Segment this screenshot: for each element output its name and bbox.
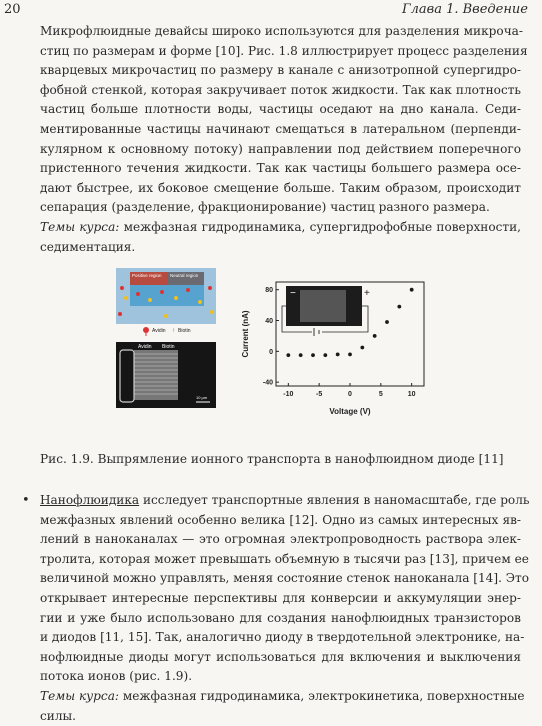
- y-axis-label: Current (nA): [241, 310, 250, 358]
- ion-dot: [174, 296, 178, 300]
- text-line: сепарация (разделение, фракционирование) частиц разного размера.: [40, 200, 490, 215]
- text-line: кулярном к основному потоку) направлении под действием поперечного: [40, 141, 521, 156]
- nanochannel-array: [134, 350, 178, 400]
- data-point: [360, 346, 364, 350]
- data-point: [323, 353, 327, 357]
- x-tick-label: 10: [407, 391, 416, 398]
- x-tick-label: -10: [283, 391, 294, 398]
- figure-1-9: [116, 268, 436, 418]
- y-tick-label: 40: [265, 318, 273, 326]
- data-point: [299, 353, 303, 357]
- text-line: потока ионов (рис. 1.9).: [40, 669, 193, 684]
- ion-dot: [208, 286, 212, 290]
- text-line: величиной можно управлять, меняя состояние стенок наноканала [14]. Это: [40, 571, 529, 586]
- biotin-legend-icon: ↑: [172, 328, 175, 334]
- paragraph-nanofluidics: [40, 491, 530, 687]
- data-point: [385, 320, 389, 324]
- iv-chart: [241, 282, 424, 416]
- biotin-legend-label: Biotin: [178, 328, 191, 334]
- ion-dot: [160, 290, 164, 294]
- ion-dot: [164, 314, 168, 318]
- figure-svg: [116, 268, 436, 418]
- chapter-title: Глава 1. Введение: [402, 2, 528, 17]
- page-header: [4, 2, 528, 20]
- text-line: и диодов [11, 15]. Так, аналогично диоду в твердотельной электронике, на-: [40, 630, 525, 645]
- ion-dot: [186, 288, 190, 292]
- text-line: открывает интересные перспективы для конверсии и аккумуляции энер-: [40, 590, 521, 605]
- topics-label: Темы курса:: [40, 220, 120, 234]
- inset-plus-sign: +: [364, 288, 370, 299]
- x-tick-label: 5: [378, 391, 383, 398]
- topics-block-2: [40, 687, 525, 726]
- topics-text: межфазная гидродинамика, супергидрофобные поверхности,: [119, 220, 521, 234]
- figure-caption: Рис. 1.9. Выпрямление ионного транспорта в нанофлюидном диоде [11]: [40, 452, 504, 466]
- inset: [282, 286, 370, 336]
- text-line: частиц больше плотности воды, частицы оседают на дно канала. Седи-: [40, 102, 521, 117]
- text-line: межфазных явлений особенно велика [12]. Одно из самых интересных яв-: [40, 512, 521, 527]
- x-tick-label: 0: [348, 391, 352, 398]
- ion-dot: [198, 300, 202, 304]
- inset-nanochannels: [300, 290, 346, 322]
- text-line: ментированные частицы начинают смещаться в латеральном (перпенди-: [40, 121, 521, 136]
- text-line: исследует транспортные явления в наномасштабе, где роль: [139, 493, 530, 507]
- text-line: гии и уже было использовано для создания нанофлюидных транзисторов: [40, 610, 521, 625]
- text-line: Микрофлюидные девайсы широко используются для разделения микроча-: [40, 24, 523, 38]
- data-point: [336, 353, 340, 357]
- paragraph-separation: [40, 22, 528, 218]
- text-line: кварцевых микрочастиц по размеру в канале с анизотропной супергидро-: [40, 63, 521, 78]
- data-point: [286, 353, 290, 357]
- micrograph-biotin-label: Biotin: [162, 344, 175, 350]
- topics-block-1: [40, 218, 521, 257]
- scale-bar-label: 10 µm: [196, 395, 208, 400]
- topics-text: силы.: [40, 708, 76, 723]
- data-point: [397, 305, 401, 309]
- text-line: нофлюидные диоды могут использоваться для включения и выключения: [40, 649, 521, 664]
- ion-dot: [118, 312, 122, 316]
- term-nanofluidics: Нанофлюидика: [40, 493, 140, 507]
- text-line: дают быстрее, их боковое смещение больше. Таким образом, происходит: [40, 180, 521, 195]
- x-axis-label: Voltage (V): [329, 407, 371, 416]
- y-tick-label: -40: [262, 379, 273, 387]
- data-point: [410, 288, 414, 292]
- ion-dot: [210, 310, 214, 314]
- data-point: [373, 334, 377, 338]
- page-number: 20: [4, 2, 21, 17]
- topics-text: седиментация.: [40, 239, 136, 254]
- neutral-region-label: Neutral region: [170, 273, 199, 278]
- inset-minus-sign: −: [290, 288, 296, 299]
- ion-dot: [120, 286, 124, 290]
- y-tick-label: 80: [265, 287, 273, 295]
- data-point: [348, 353, 352, 357]
- x-tick-label: -5: [316, 391, 323, 398]
- text-line: фобной стенкой, которая закручивает поток жидкости. Так как плотность: [40, 82, 521, 97]
- text-line: тролита, которая может превышать объемную в тысячи раз [13], причем ее: [40, 551, 529, 566]
- text-line: лений в наноканалах — это огромная электропроводность раствора элек-: [40, 532, 521, 547]
- topics-label: Темы курса:: [40, 689, 119, 703]
- bullet-marker: •: [22, 493, 30, 508]
- micrograph-avidin-label: Avidin: [138, 344, 152, 350]
- ion-dot: [148, 298, 152, 302]
- topics-text: межфазная гидродинамика, электрокинетика, поверхностные: [118, 689, 525, 703]
- ion-dot: [124, 296, 128, 300]
- text-line: стиц по размерам и форме [10]. Рис. 1.8 иллюстрирует процесс разделения: [40, 43, 528, 58]
- text-line: пристенного течения жидкости. Так как частицы большего размера осе-: [40, 161, 521, 176]
- y-tick-label: 0: [269, 348, 273, 356]
- data-point: [311, 353, 315, 357]
- positive-region-label: Positive region: [132, 273, 162, 278]
- avidin-legend-label: Avidin: [152, 328, 166, 334]
- ion-dot: [136, 292, 140, 296]
